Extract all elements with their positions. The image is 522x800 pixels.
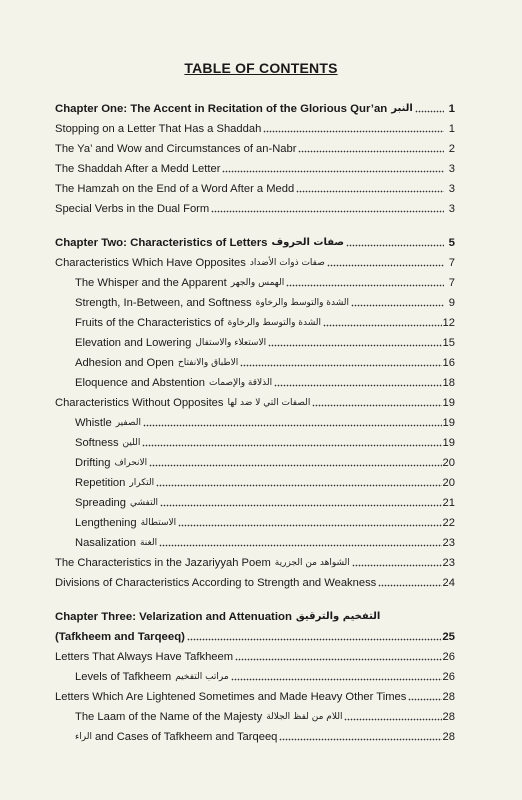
- toc-entry: [55, 116, 455, 136]
- toc-entry-arabic: صفات الحروف: [271, 237, 345, 248]
- toc-entry: [55, 684, 455, 704]
- toc-entry-page: 3: [448, 163, 455, 175]
- toc-entry-arabic: التفخيم والترقيق: [295, 611, 381, 622]
- toc-entry-page: 7: [448, 277, 455, 289]
- dot-leader: [274, 384, 441, 387]
- toc-entry-arabic: النبر: [391, 103, 413, 114]
- toc-entry-arabic: الاستعلاء والاستفال: [195, 338, 267, 348]
- toc-entry-arabic: الصفير: [115, 418, 141, 428]
- toc-entry-label: Drifting: [75, 457, 111, 469]
- toc-entry-arabic: الذلاقة والإصمات: [209, 378, 273, 388]
- toc-entry-label: Chapter Three: Velarization and Attenuation: [55, 611, 292, 623]
- toc-entry: [55, 470, 455, 490]
- toc-entry-arabic: الشدة والتوسط والرخاوة: [255, 298, 350, 308]
- toc-entry-page: 15: [442, 337, 455, 349]
- dot-leader: [298, 150, 444, 153]
- toc-entry-page: 16: [442, 357, 455, 369]
- toc-entry-label: The Laam of the Name of the Majesty: [75, 711, 263, 723]
- toc-chapter-3: [55, 604, 455, 624]
- toc-entry-page: 19: [442, 437, 455, 449]
- toc-chapter-1: [55, 96, 455, 116]
- dot-leader: [286, 284, 444, 287]
- dot-leader: [346, 244, 444, 247]
- toc-entry: [55, 664, 455, 684]
- toc-entry-page: 1: [448, 103, 455, 115]
- toc-chapter-3-continuation: [55, 624, 455, 644]
- toc-entry-page: 28: [442, 731, 455, 743]
- toc-entry-label: Special Verbs in the Dual Form: [55, 203, 210, 215]
- dot-leader: [408, 698, 441, 701]
- toc-entry: [55, 196, 455, 216]
- toc-entry-page: 20: [442, 457, 455, 469]
- toc-entry-label: Adhesion and Open: [75, 357, 174, 369]
- toc-entry: [55, 176, 455, 196]
- toc-entry-label: The Shaddah After a Medd Letter: [55, 163, 221, 175]
- toc-entry: [55, 450, 455, 470]
- toc-entry-label: Softness: [75, 437, 119, 449]
- toc-entry-page: 24: [442, 577, 455, 589]
- dot-leader: [415, 110, 444, 113]
- toc-entry-arabic: التكرار: [129, 478, 155, 488]
- toc-entry: [55, 310, 455, 330]
- toc-entry-page: 2: [448, 143, 455, 155]
- toc-entry-label: The Hamzah on the End of a Word After a Medd: [55, 183, 295, 195]
- dot-leader: [327, 264, 444, 267]
- toc-entry-arabic: اللين: [122, 438, 141, 448]
- toc-entry-page: 28: [442, 711, 455, 723]
- toc-entry-arabic: صفات ذوات الأضداد: [249, 258, 325, 268]
- toc-entry-page: 19: [442, 397, 455, 409]
- toc-entry-arabic: الشواهد من الجزرية: [274, 558, 350, 568]
- toc-entry: [55, 370, 455, 390]
- toc-entry-label: Chapter One: The Accent in Recitation of the Glorious Qur’an: [55, 103, 388, 115]
- toc-chapter-2: [55, 230, 455, 250]
- toc-entry-page: 1: [448, 123, 455, 135]
- toc-entry-page: 23: [442, 557, 455, 569]
- dot-leader: [323, 324, 442, 327]
- toc-entry-page: 28: [442, 691, 455, 703]
- toc-entry-label: Strength, In-Between, and Softness: [75, 297, 252, 309]
- dot-leader: [378, 584, 441, 587]
- toc-entry-label: (Tafkheem and Tarqeeq): [55, 631, 185, 643]
- toc-entry-label: Whistle: [75, 417, 112, 429]
- toc-entry-page: 22: [442, 517, 455, 529]
- toc-entry-label: Characteristics Without Opposites: [55, 397, 224, 409]
- dot-leader: [160, 504, 441, 507]
- toc-entry: [55, 410, 455, 430]
- toc-entry-label: Eloquence and Abstention: [75, 377, 206, 389]
- toc-entry-page: 26: [442, 651, 455, 663]
- dot-leader: [263, 130, 444, 133]
- toc-entry-label: The Whisper and the Apparent: [75, 277, 227, 289]
- toc-entry: [55, 430, 455, 450]
- toc-entry-arabic: الانحراف: [114, 458, 148, 468]
- dot-leader: [268, 344, 441, 347]
- dot-leader: [187, 638, 441, 641]
- dot-leader: [351, 304, 444, 307]
- toc-entry: [55, 550, 455, 570]
- dot-leader: [159, 544, 441, 547]
- page-title: TABLE OF CONTENTS: [184, 60, 338, 76]
- toc-entry-page: 18: [442, 377, 455, 389]
- toc-entry-page: 19: [442, 417, 455, 429]
- toc-entry-arabic: الشدة والتوسط والرخاوة: [227, 318, 322, 328]
- toc-entry-label: Fruits of the Characteristics of: [75, 317, 224, 329]
- dot-leader: [149, 464, 441, 467]
- toc-entry-label: Stopping on a Letter That Has a Shaddah: [55, 123, 262, 135]
- toc-entry-arabic: الصفات التي لا ضد لها: [227, 398, 311, 408]
- toc-entry: [55, 250, 455, 270]
- dot-leader: [143, 424, 442, 427]
- toc-entry-page: 23: [442, 537, 455, 549]
- toc-entry-page: 12: [442, 317, 455, 329]
- toc-entry-label: Spreading: [75, 497, 127, 509]
- toc-entry-label: Levels of Tafkheem: [75, 671, 172, 683]
- dot-leader: [296, 190, 444, 193]
- toc-entry: [55, 290, 455, 310]
- toc-entry-label: Chapter Two: Characteristics of Letters: [55, 237, 268, 249]
- toc-entry-label: Divisions of Characteristics According to Strength and Weakness: [55, 577, 377, 589]
- toc-entry-label: Nasalization: [75, 537, 136, 549]
- toc-entry-arabic: مراتب التفخيم: [175, 672, 229, 682]
- toc-entry-page: 3: [448, 203, 455, 215]
- toc-entry: [55, 136, 455, 156]
- toc-entry-arabic: الراء: [75, 732, 92, 742]
- toc-entry: [55, 510, 455, 530]
- dot-leader: [240, 364, 441, 367]
- toc-entry-page: 3: [448, 183, 455, 195]
- toc-entry-label: The Ya’ and Wow and Circumstances of an-Nabr: [55, 143, 297, 155]
- toc-entry-page: 26: [442, 671, 455, 683]
- toc-entry-label: Characteristics Which Have Opposites: [55, 257, 246, 269]
- toc-entry-page: 25: [442, 631, 455, 643]
- toc-entry-page: 7: [448, 257, 455, 269]
- dot-leader: [231, 678, 442, 681]
- toc-entry-page: 9: [448, 297, 455, 309]
- toc-entry: [55, 270, 455, 290]
- toc-entry: [55, 350, 455, 370]
- toc-entry-label: Lengthening: [75, 517, 137, 529]
- dot-leader: [142, 444, 441, 447]
- toc-entry: [55, 570, 455, 590]
- toc-entry-arabic: الاطباق والانفتاح: [177, 358, 239, 368]
- toc-entry-arabic: الهمس والجهر: [230, 278, 285, 288]
- toc-entry: [55, 490, 455, 510]
- toc-entry: [55, 330, 455, 350]
- toc-entry: [55, 530, 455, 550]
- dot-leader: [352, 564, 442, 567]
- toc-entry-label: Elevation and Lowering: [75, 337, 192, 349]
- dot-leader: [279, 738, 441, 741]
- dot-leader: [178, 524, 441, 527]
- dot-leader: [235, 658, 441, 661]
- table-of-contents: [55, 96, 455, 744]
- toc-entry-label: Letters That Always Have Tafkheem: [55, 651, 234, 663]
- toc-entry-arabic: اللام من لفظ الجلالة: [266, 712, 343, 722]
- toc-entry: [55, 156, 455, 176]
- toc-entry: [55, 724, 455, 744]
- toc-entry: [55, 644, 455, 664]
- toc-entry-label: Repetition: [75, 477, 126, 489]
- toc-entry-label: The Characteristics in the Jazariyyah Poem: [55, 557, 271, 569]
- toc-entry: [55, 704, 455, 724]
- dot-leader: [312, 404, 441, 407]
- toc-entry-arabic: الغنة: [139, 538, 158, 548]
- toc-entry-label: Letters Which Are Lightened Sometimes and Made Heavy Other Times: [55, 691, 407, 703]
- toc-entry: [55, 390, 455, 410]
- dot-leader: [222, 170, 444, 173]
- toc-entry-page: 20: [442, 477, 455, 489]
- toc-entry-page: 21: [442, 497, 455, 509]
- dot-leader: [211, 210, 444, 213]
- toc-entry-arabic: التفشي: [130, 498, 159, 508]
- toc-entry-page: 5: [448, 237, 455, 249]
- dot-leader: [344, 718, 441, 721]
- dot-leader: [156, 484, 441, 487]
- toc-entry-label: and Cases of Tafkheem and Tarqeeq: [94, 731, 278, 743]
- toc-entry-arabic: الاستطالة: [140, 518, 177, 528]
